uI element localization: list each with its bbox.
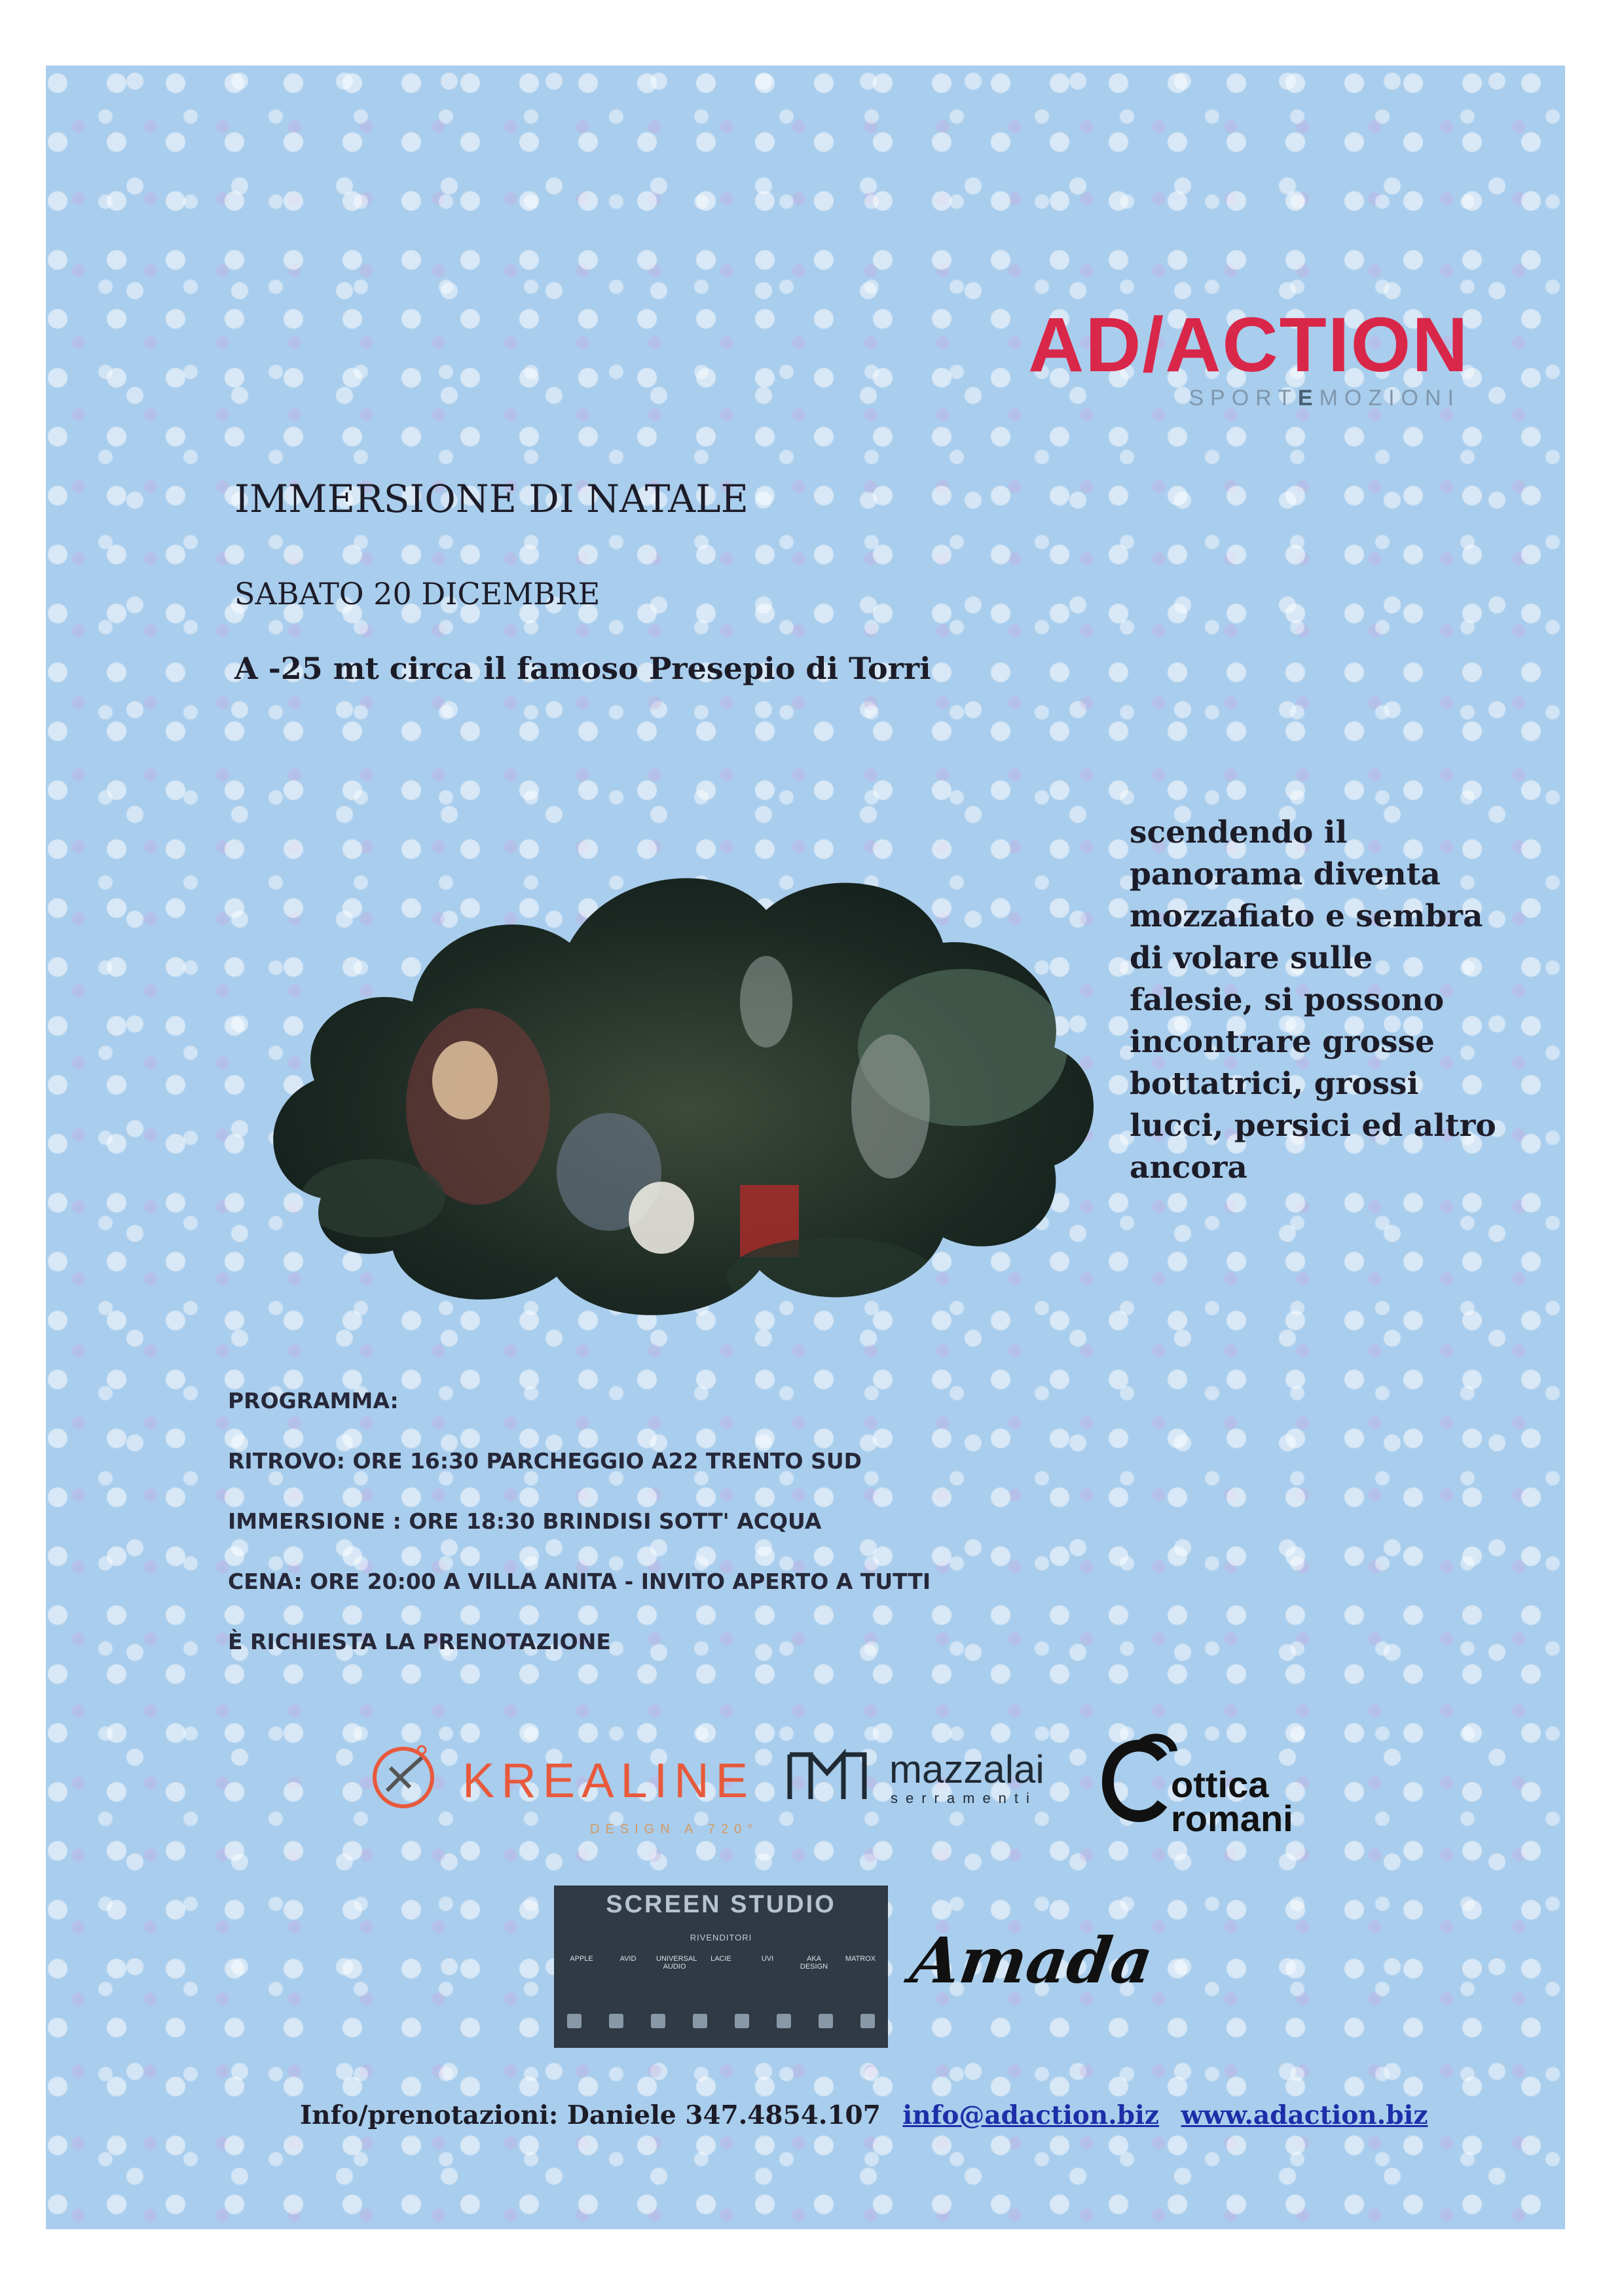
mazzalai-tagline: serramenti (891, 1790, 1037, 1806)
krealine-logo (364, 1738, 757, 1843)
screen-studio-subtitle: RIVENDITORI (690, 1933, 752, 1942)
brand-icon (693, 2014, 707, 2028)
tagline-part-e: E (1297, 386, 1320, 410)
tagline-part-sport: SPORT (1189, 386, 1298, 410)
brand-icon (567, 2014, 581, 2028)
screen-brand: AKA DESIGN (800, 1955, 828, 1971)
brand-icon (651, 2014, 665, 2028)
mazzalai-icon (784, 1747, 870, 1806)
brand-icon (777, 2014, 791, 2028)
flyer-background (46, 65, 1565, 2229)
cloud-shaped-photo (242, 831, 1133, 1336)
event-date: SABATO 20 DICEMBRE (234, 576, 600, 611)
krealine-icon (364, 1738, 443, 1817)
krealine-tagline: DESIGN A 720° (590, 1822, 759, 1836)
website-link[interactable]: www.adaction.biz (1181, 2100, 1428, 2130)
footer-contact (300, 2100, 1428, 2130)
footer-info: Info/prenotazioni: Daniele 347.4854.107 (300, 2100, 881, 2130)
brand-icon (609, 2014, 623, 2028)
ottica-romani-icon (1100, 1732, 1179, 1830)
screen-studio-title: SCREEN STUDIO (606, 1891, 836, 1918)
adaction-logo-tagline (1028, 385, 1460, 411)
screen-studio-brand-icons (567, 2014, 875, 2028)
dive-description: scendendo il panorama diventa mozzafiato e sembra di volare sulle falesie, si possono incontrare grosse bottatrici, grossi lucci, persici ed altro ancora (1130, 814, 1496, 1186)
screen-brand: MATROX (845, 1955, 876, 1963)
brand-icon (819, 2014, 833, 2028)
program-line-ritrovo: RITROVO: ORE 16:30 PARCHEGGIO A22 TRENTO SUD (228, 1448, 862, 1474)
screen-brand: UVI (761, 1955, 774, 1963)
program-line-prenotazione: È RICHIESTA LA PRENOTAZIONE (228, 1629, 611, 1654)
program-line-immersione: IMMERSIONE : ORE 18:30 BRINDISI SOTT' ACQUA (228, 1508, 822, 1534)
mazzalai-logo (784, 1747, 1092, 1819)
brand-icon (860, 2014, 875, 2028)
screen-brand: LACIE (710, 1955, 731, 1963)
screen-brand: APPLE (570, 1955, 593, 1963)
event-title: IMMERSIONE DI NATALE (234, 477, 748, 521)
adaction-logo (1028, 302, 1469, 411)
email-link[interactable]: info@adaction.biz (902, 2100, 1159, 2130)
amada-logo: Amada (906, 1923, 1158, 1997)
program-heading: PROGRAMMA: (228, 1388, 399, 1413)
screen-studio-logo (554, 1886, 888, 2048)
brand-icon (735, 2014, 749, 2028)
event-subtitle: A -25 mt circa il famoso Presepio di Torri (234, 651, 931, 686)
krealine-name: KREALINE (462, 1753, 755, 1808)
ottica-romani-line1: ottica (1171, 1764, 1269, 1805)
ottica-romani-logo (1100, 1732, 1323, 1839)
ottica-romani-line2: romani (1171, 1798, 1293, 1839)
program-section (228, 1381, 1210, 1683)
adaction-logo-text: AD/ACTION (1028, 302, 1469, 388)
screen-studio-brands (563, 1955, 879, 1971)
nativity-photo (242, 831, 1133, 1336)
screen-brand: UNIVERSAL AUDIO (656, 1955, 697, 1971)
program-line-cena: CENA: ORE 20:00 A VILLA ANITA - INVITO APERTO A TUTTI (228, 1569, 931, 1594)
tagline-part-mozioni: MOZIONI (1319, 386, 1460, 410)
mazzalai-name: mazzalai (889, 1747, 1044, 1791)
screen-brand: AVID (619, 1955, 637, 1963)
